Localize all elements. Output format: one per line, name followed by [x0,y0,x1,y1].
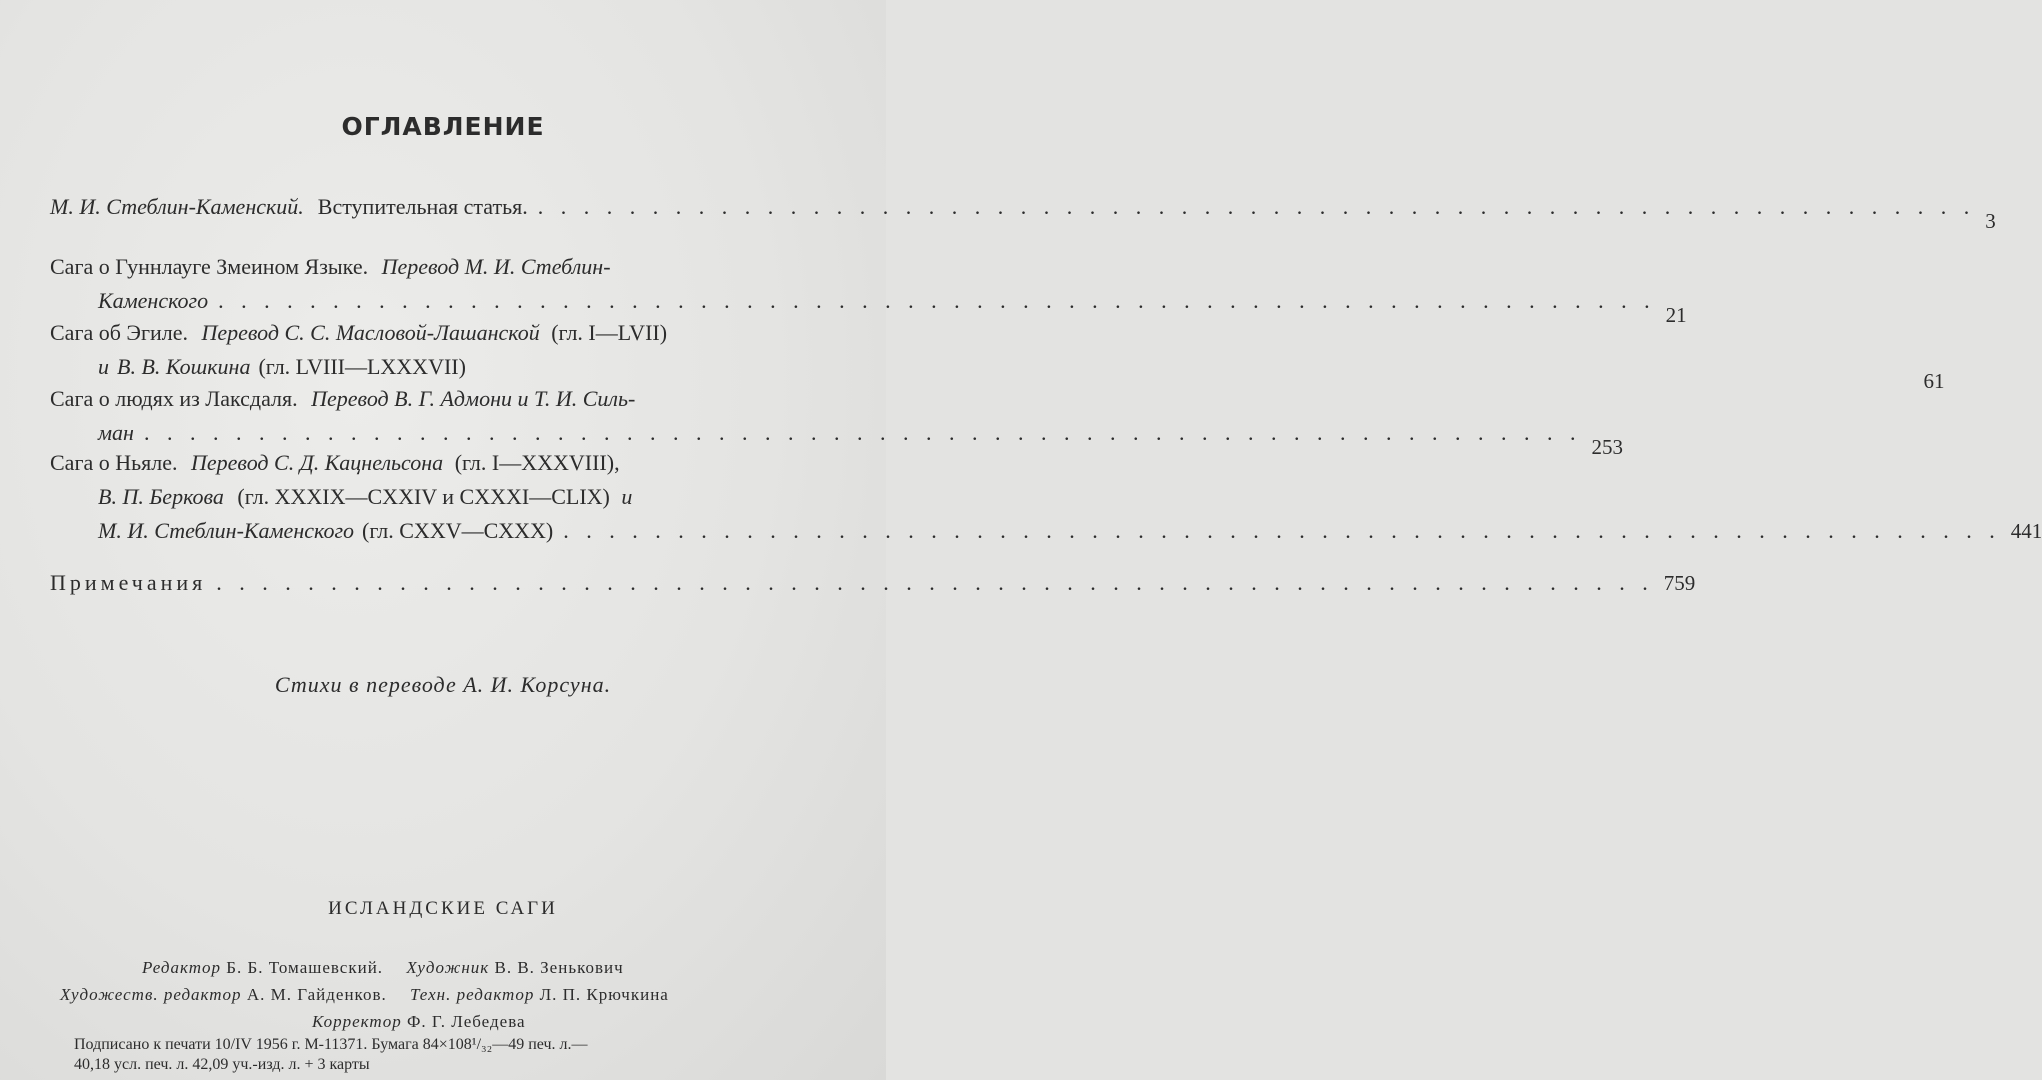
toc-page-number: 441 [2010,519,2042,543]
toc-translator: Перевод С. Д. Кацнельсона [191,450,444,475]
credit-art-editor [60,985,669,1005]
toc-page-number: 61 [1923,369,1945,393]
toc-translator-cont: Каменского [98,288,209,313]
toc-leader: . . . . . . . . . . . . . . . . . . . . . . . . . . . . . . . . . . . . . . . . . . . . . . . . . . . . . . . . . . . . . . . [218,288,1656,313]
toc-entry-laxdaela [50,382,1623,459]
toc-author: М. И. Стеблин-Каменский. [50,194,304,219]
toc-entry-egil [50,316,1945,393]
art-editor-label: Художеств. редактор [60,985,242,1004]
toc-and: и [621,484,633,509]
toc-entry-notes [50,566,1696,600]
artist-label: Художник [406,958,490,977]
toc-title: Вступительная статья. [317,194,528,219]
toc-and: и [98,354,109,379]
toc-translator: Перевод С. С. Масловой-Лашанской [201,320,540,345]
toc-translator-3: М. И. Стеблин-Каменского [98,518,355,543]
toc-title: Примечания [50,570,207,595]
page-title: ОГЛАВЛЕНИЕ [341,112,545,141]
toc-chapters-2: (гл. LVIII—LXXXVII) [258,354,466,379]
verse-translator-note: Стихи в переводе А. И. Корсуна. [274,672,612,697]
toc-leader: . . . . . . . . . . . . . . . . . . . . . . . . . . . . . . . . . . . . . . . . . . . . . . . . . . . . . . . . . . . . . . . [143,420,1582,445]
toc-translator-cont: ман [98,420,134,445]
imprint-line-1: Подписано к печати 10/IV 1956 г. М-11371. Бумага 84×108¹/₃₂—49 печ. л.— [74,1036,588,1053]
toc-leader: . . . . . . . . . . . . . . . . . . . . . . . . . . . . . . . . . . . . . . . . . . . . . . . . . . . . . . . . . . . . . . . [216,570,1654,595]
toc-title: Сага о людях из Лаксдаля. [50,386,298,411]
toc-chapters: (гл. I—LVII) [551,320,668,345]
tech-editor-label: Техн. редактор [409,985,535,1004]
toc-page-number: 3 [1985,209,1996,233]
toc-title: Сага о Гуннлауге Змеином Языке. [50,254,369,279]
toc-page-number: 21 [1665,303,1687,327]
book-title: ИСЛАНДСКИЕ САГИ [328,898,558,919]
toc-page-number: 253 [1591,435,1623,459]
toc-entry-gunnlaug [50,250,1687,327]
toc-title: Сага о Ньяле. [50,450,178,475]
toc-entry-intro [50,190,1996,233]
toc-chapters-3: (гл. CXXV—CXXX) [362,518,554,543]
toc-translator-2: В. П. Беркова [98,484,224,509]
toc-leader: . . . . . . . . . . . . . . . . . . . . . . . . . . . . . . . . . . . . . . . . . . . . . . . . . . . . . . . . . . . . . . . [537,194,1976,219]
toc-title: Сага об Эгиле. [50,320,188,345]
toc-chapters: (гл. I—XXXVIII), [454,450,620,475]
toc-page-number: 759 [1663,571,1696,595]
imprint-line-2: 40,18 усл. печ. л. 42,09 уч.-изд. л. + 3 карты [74,1056,370,1073]
toc-translator-2: В. В. Кошкина [117,354,251,379]
toc-chapters-2: (гл. XXXIX—CXXIV и CXXXI—CLIX) [237,484,610,509]
editor-name: Б. Б. Томашевский. [226,958,384,977]
tech-editor-name: Л. П. Крючкина [539,985,669,1004]
credit-editor [142,958,624,978]
credit-corrector [312,1012,526,1032]
editor-label: Редактор [142,958,221,977]
toc-translator: Перевод В. Г. Адмони и Т. И. Силь- [311,386,636,411]
corrector-name: Ф. Г. Лебедева [406,1012,526,1031]
artist-name: В. В. Зенькович [494,958,624,977]
toc-translator: Перевод М. И. Стеблин- [381,254,611,279]
toc-leader: . . . . . . . . . . . . . . . . . . . . . . . . . . . . . . . . . . . . . . . . . . . . . . . . . . . . . . . . . . . . . . . [563,518,2001,543]
art-editor-name: А. М. Гайденков. [246,985,387,1004]
corrector-label: Корректор [312,1012,402,1031]
